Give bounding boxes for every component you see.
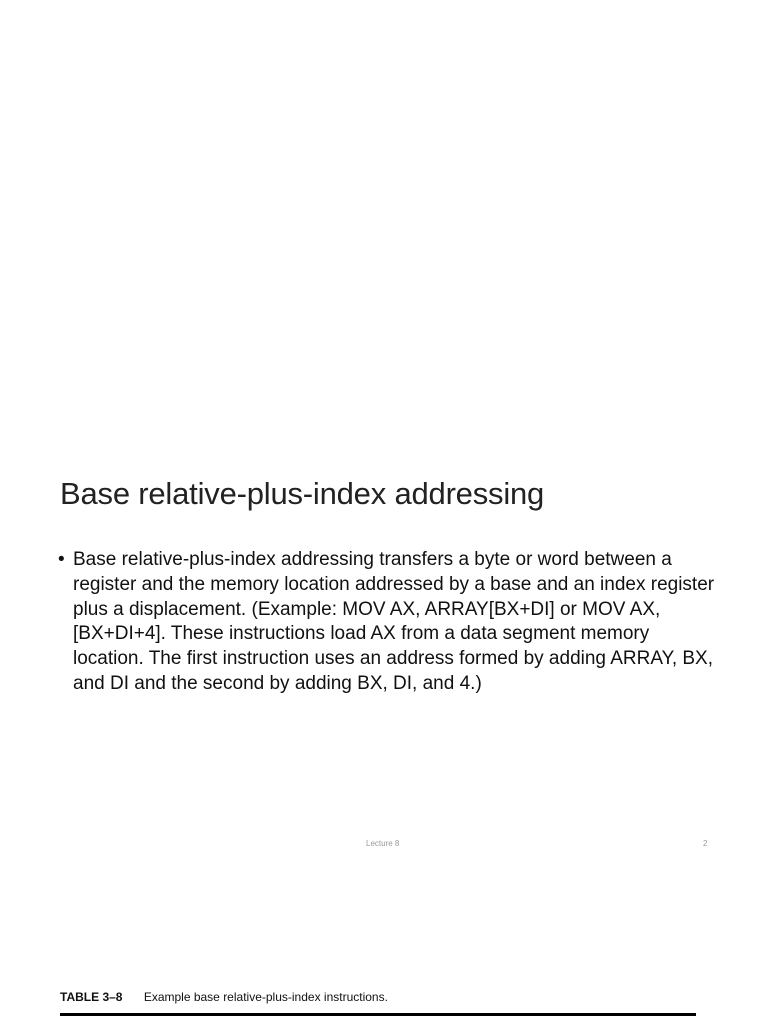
bullet-item <box>58 548 718 697</box>
slide-title: Base relative-plus-index addressing <box>60 476 545 511</box>
bullet-dot-icon: • <box>58 549 65 570</box>
table-caption-text: Example base relative-plus-index instructions. <box>143 990 388 1004</box>
table-top-rule <box>60 1013 696 1016</box>
table-caption <box>60 990 388 1004</box>
table-label: TABLE 3–8 <box>60 990 123 1004</box>
bullet-list <box>58 548 718 697</box>
footer-label: Lecture 8 <box>366 839 400 848</box>
page-number: 2 <box>703 839 708 848</box>
bullet-text: Base relative-plus-index addressing transfers a byte or word between a register and the memory location addressed by a base and an index register plus a displacement. (Example: MOV AX, ARRAY[BX+DI] or MOV AX, [BX+DI+4]. These instructions load AX from a data segment memory location. The first instruction uses an address formed by adding ARRAY, BX, and DI and the second by adding BX, DI, and 4.) <box>73 549 715 694</box>
